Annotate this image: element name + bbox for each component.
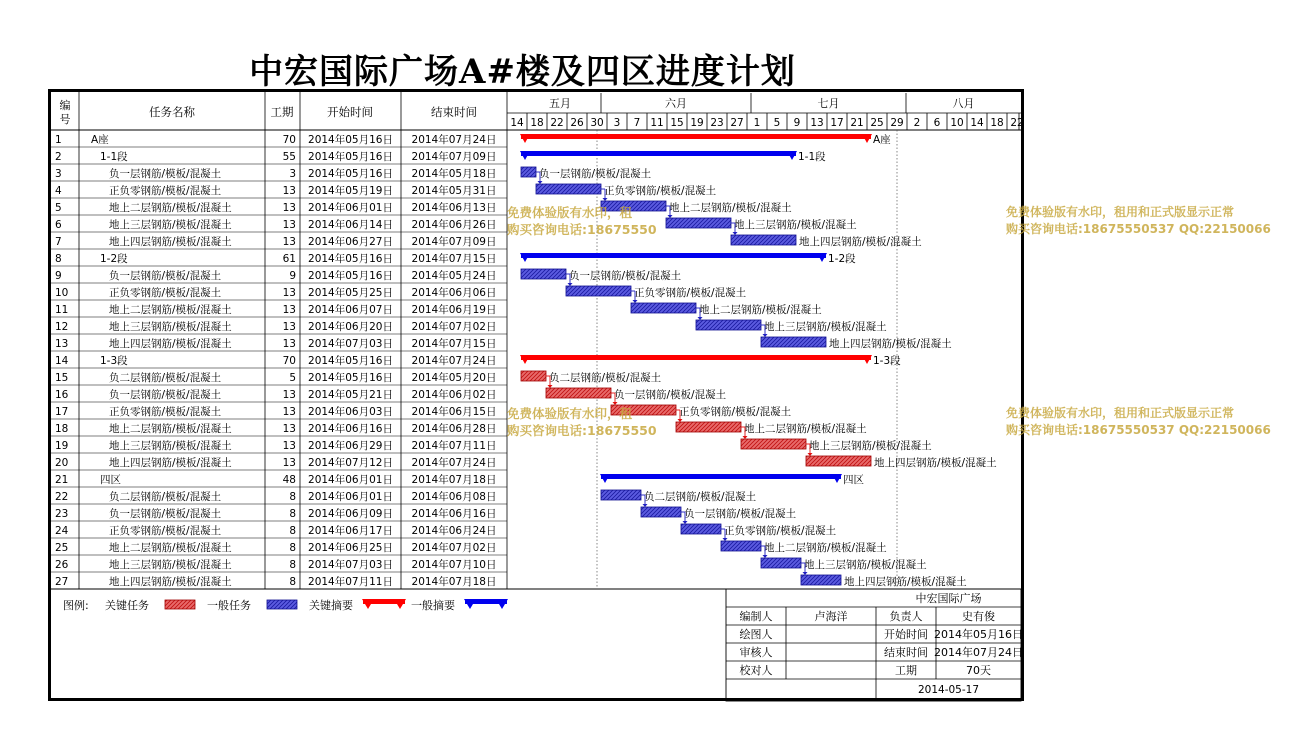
task-bar xyxy=(761,337,826,347)
task-bar xyxy=(731,235,796,245)
link-arrow xyxy=(643,504,648,507)
row-number: 12 xyxy=(55,321,69,333)
task-bar xyxy=(521,167,536,177)
task-bar xyxy=(806,456,871,466)
task-start: 2014年06月27日 xyxy=(308,236,393,248)
bar-label: 地上三层钢筋/模板/混凝土 xyxy=(804,559,927,571)
task-end: 2014年07月15日 xyxy=(411,338,497,350)
task-start: 2014年07月03日 xyxy=(308,559,393,571)
task-bar xyxy=(696,320,761,330)
header-task-name: 任务名称 xyxy=(149,105,195,119)
task-end: 2014年07月09日 xyxy=(411,151,497,163)
task-bar xyxy=(546,388,611,398)
task-name: 1-2段 xyxy=(100,253,128,265)
chart-title: 中宏国际广场A#楼及四区进度计划 xyxy=(249,52,796,92)
task-start: 2014年05月16日 xyxy=(308,355,393,367)
task-bar xyxy=(536,184,601,194)
task-start: 2014年05月25日 xyxy=(308,287,393,299)
task-end: 2014年06月02日 xyxy=(411,389,497,401)
summary-bar xyxy=(521,355,871,360)
day-label: 17 xyxy=(830,117,844,129)
task-duration: 13 xyxy=(282,185,296,197)
watermark-line1-mid: 免费体验版有水印，租 xyxy=(507,205,633,220)
task-duration: 5 xyxy=(289,372,296,384)
link-arrow xyxy=(548,385,553,388)
watermark-line2-right: 购买咨询电话:18675550537 QQ:22150066 xyxy=(1006,222,1271,236)
bar-label: 地上二层钢筋/模板/混凝土 xyxy=(764,542,887,554)
task-duration: 13 xyxy=(282,423,296,435)
day-label: 19 xyxy=(690,117,704,129)
link-arrow xyxy=(668,215,673,218)
day-label: 23 xyxy=(710,117,724,129)
legend-critical-task-swatch xyxy=(165,600,195,609)
legend-critical-task-label: 关键任务 xyxy=(105,599,149,612)
task-duration: 8 xyxy=(289,559,296,571)
bar-label: 正负零钢筋/模板/混凝土 xyxy=(604,185,717,197)
day-label: 6 xyxy=(933,117,941,129)
task-name: 正负零钢筋/模板/混凝土 xyxy=(109,525,222,537)
task-duration: 55 xyxy=(282,151,296,163)
info-cell: 负责人 xyxy=(889,610,923,623)
day-label: 22 xyxy=(550,117,564,129)
header-no-bottom: 号 xyxy=(59,113,71,126)
info-cell: 审核人 xyxy=(739,646,773,659)
row-number: 5 xyxy=(55,202,62,214)
bar-label: 负二层钢筋/模板/混凝土 xyxy=(644,491,757,503)
task-duration: 8 xyxy=(289,525,296,537)
row-number: 14 xyxy=(55,355,69,367)
row-number: 10 xyxy=(55,287,69,299)
row-number: 25 xyxy=(55,542,69,554)
link-arrow xyxy=(803,572,808,575)
link-arrow xyxy=(683,521,688,524)
day-label: 1 xyxy=(753,117,761,129)
task-duration: 48 xyxy=(282,474,296,486)
watermark-line2-right-b: 购买咨询电话:18675550537 QQ:22150066 xyxy=(1006,423,1271,437)
task-duration: 8 xyxy=(289,508,296,520)
task-start: 2014年06月09日 xyxy=(308,508,393,520)
task-end: 2014年06月06日 xyxy=(411,287,497,299)
task-start: 2014年05月16日 xyxy=(308,253,393,265)
bar-label: 地上三层钢筋/模板/混凝土 xyxy=(734,219,857,231)
info-date: 2014-05-17 xyxy=(917,684,980,696)
task-bar xyxy=(631,303,696,313)
task-start: 2014年06月07日 xyxy=(308,304,393,316)
link-arrow xyxy=(538,181,543,184)
gantt-frame xyxy=(48,89,1024,701)
bar-label: A座 xyxy=(873,134,891,146)
task-name: 地上三层钢筋/模板/混凝土 xyxy=(109,559,232,571)
bar-label: 正负零钢筋/模板/混凝土 xyxy=(679,406,792,418)
bar-label: 负一层钢筋/模板/混凝土 xyxy=(684,508,797,520)
watermark-line1-right: 免费体验版有水印，租用和正式版显示正常 xyxy=(1006,205,1235,219)
info-cell: 结束时间 xyxy=(884,646,928,659)
task-start: 2014年06月25日 xyxy=(308,542,393,554)
row-number: 8 xyxy=(55,253,62,265)
info-cell: 校对人 xyxy=(739,664,773,677)
task-bar xyxy=(721,541,761,551)
month-label: 八月 xyxy=(952,97,975,110)
header-duration: 工期 xyxy=(270,105,294,119)
task-start: 2014年05月19日 xyxy=(308,185,393,197)
link-arrow xyxy=(763,334,768,337)
task-name: 正负零钢筋/模板/混凝土 xyxy=(109,287,222,299)
bar-label: 地上三层钢筋/模板/混凝土 xyxy=(764,321,887,333)
row-number: 11 xyxy=(55,304,69,316)
task-end: 2014年06月28日 xyxy=(411,423,497,435)
info-cell: 开始时间 xyxy=(884,628,928,641)
month-label: 六月 xyxy=(665,97,687,110)
link-arrow xyxy=(678,419,683,422)
task-end: 2014年07月24日 xyxy=(411,355,497,367)
bar-label: 四区 xyxy=(843,474,864,486)
task-end: 2014年06月08日 xyxy=(411,491,497,503)
task-end: 2014年05月24日 xyxy=(411,270,497,282)
info-cell: 卢海洋 xyxy=(814,610,848,623)
task-start: 2014年06月17日 xyxy=(308,525,393,537)
watermark-line2-mid-b: 购买咨询电话:18675550 xyxy=(507,423,657,438)
link-arrow xyxy=(743,436,748,439)
info-cell: 史有俊 xyxy=(962,610,995,623)
task-end: 2014年07月10日 xyxy=(411,559,497,571)
link-arrow xyxy=(723,538,728,541)
task-duration: 13 xyxy=(282,321,296,333)
task-bar xyxy=(601,490,641,500)
task-start: 2014年06月14日 xyxy=(308,219,393,231)
task-name: 负一层钢筋/模板/混凝土 xyxy=(109,270,222,282)
task-start: 2014年06月01日 xyxy=(308,202,393,214)
summary-bar xyxy=(521,253,826,258)
bar-label: 负二层钢筋/模板/混凝土 xyxy=(549,372,662,384)
bar-label: 正负零钢筋/模板/混凝土 xyxy=(724,525,837,537)
task-name: 正负零钢筋/模板/混凝土 xyxy=(109,185,222,197)
info-cell: 工期 xyxy=(895,664,917,677)
link-arrow xyxy=(763,555,768,558)
bar-label: 地上四层钢筋/模板/混凝土 xyxy=(844,576,967,588)
task-name: 负一层钢筋/模板/混凝土 xyxy=(109,508,222,520)
task-duration: 61 xyxy=(282,253,296,265)
info-cell: 70天 xyxy=(966,664,991,677)
bar-label: 地上二层钢筋/模板/混凝土 xyxy=(699,304,822,316)
task-name: 地上四层钢筋/模板/混凝土 xyxy=(109,457,232,469)
legend-label: 图例: xyxy=(63,599,89,612)
task-start: 2014年06月01日 xyxy=(308,474,393,486)
task-end: 2014年06月15日 xyxy=(411,406,497,418)
bar-label: 负一层钢筋/模板/混凝土 xyxy=(569,270,682,282)
task-name: 负二层钢筋/模板/混凝土 xyxy=(109,372,222,384)
info-cell: 2014年07月24日 xyxy=(934,646,1023,659)
task-name: 地上二层钢筋/模板/混凝土 xyxy=(109,304,232,316)
task-end: 2014年07月15日 xyxy=(411,253,497,265)
row-number: 1 xyxy=(55,134,62,146)
task-bar xyxy=(566,286,631,296)
link-arrow xyxy=(603,198,608,201)
task-name: 地上二层钢筋/模板/混凝土 xyxy=(109,423,232,435)
bar-label: 地上二层钢筋/模板/混凝土 xyxy=(669,202,792,214)
day-label: 25 xyxy=(870,117,884,129)
task-end: 2014年06月24日 xyxy=(411,525,497,537)
task-name: 负一层钢筋/模板/混凝土 xyxy=(109,168,222,180)
day-label: 26 xyxy=(570,117,584,129)
bar-label: 地上四层钢筋/模板/混凝土 xyxy=(829,338,952,350)
day-label: 30 xyxy=(590,117,604,129)
task-start: 2014年06月20日 xyxy=(308,321,393,333)
row-number: 2 xyxy=(55,151,62,163)
task-name: 1-3段 xyxy=(100,355,128,367)
row-number: 21 xyxy=(55,474,69,486)
task-name: 1-1段 xyxy=(100,151,128,163)
day-label: 29 xyxy=(890,117,904,129)
row-number: 16 xyxy=(55,389,69,401)
task-end: 2014年06月16日 xyxy=(411,508,497,520)
task-end: 2014年07月09日 xyxy=(411,236,497,248)
task-end: 2014年07月24日 xyxy=(411,134,497,146)
task-duration: 13 xyxy=(282,304,296,316)
row-number: 17 xyxy=(55,406,69,418)
link-arrow xyxy=(698,317,703,320)
task-end: 2014年05月31日 xyxy=(411,185,497,197)
task-duration: 13 xyxy=(282,389,296,401)
day-label: 14 xyxy=(970,117,984,129)
day-label: 10 xyxy=(950,117,964,129)
day-label: 18 xyxy=(990,117,1004,129)
task-end: 2014年05月18日 xyxy=(411,168,497,180)
task-bar xyxy=(521,269,566,279)
task-bar xyxy=(761,558,801,568)
task-bar xyxy=(681,524,721,534)
summary-bar xyxy=(521,134,871,139)
task-duration: 8 xyxy=(289,542,296,554)
info-cell: 绘图人 xyxy=(739,628,773,641)
task-bar xyxy=(521,371,546,381)
day-label: 5 xyxy=(773,117,781,129)
task-name: 四区 xyxy=(100,474,121,486)
bar-label: 负一层钢筋/模板/混凝土 xyxy=(539,168,652,180)
month-label: 七月 xyxy=(817,97,840,110)
summary-bar xyxy=(521,151,796,156)
task-name: 地上四层钢筋/模板/混凝土 xyxy=(109,338,232,350)
legend-normal-task-label: 一般任务 xyxy=(207,599,251,612)
bar-label: 1-2段 xyxy=(828,253,856,265)
task-duration: 8 xyxy=(289,491,296,503)
task-duration: 13 xyxy=(282,219,296,231)
day-label: 14 xyxy=(510,117,524,129)
task-end: 2014年07月24日 xyxy=(411,457,497,469)
day-label: 7 xyxy=(633,117,641,129)
day-label: 9 xyxy=(793,117,801,129)
task-end: 2014年05月20日 xyxy=(411,372,497,384)
task-start: 2014年05月16日 xyxy=(308,134,393,146)
watermark-line1-mid-b: 免费体验版有水印，租 xyxy=(507,406,633,421)
task-start: 2014年07月12日 xyxy=(308,457,393,469)
task-start: 2014年05月21日 xyxy=(308,389,393,401)
row-number: 9 xyxy=(55,270,62,282)
row-number: 6 xyxy=(55,219,62,231)
row-number: 4 xyxy=(55,185,62,197)
task-bar xyxy=(666,218,731,228)
task-name: 负二层钢筋/模板/混凝土 xyxy=(109,491,222,503)
task-end: 2014年07月18日 xyxy=(411,474,497,486)
row-number: 13 xyxy=(55,338,69,350)
task-end: 2014年06月26日 xyxy=(411,219,497,231)
row-number: 7 xyxy=(55,236,62,248)
bar-label: 地上二层钢筋/模板/混凝土 xyxy=(744,423,867,435)
day-label: 13 xyxy=(810,117,824,129)
task-end: 2014年07月02日 xyxy=(411,542,497,554)
day-label: 21 xyxy=(850,117,864,129)
info-cell: 编制人 xyxy=(739,610,773,623)
task-start: 2014年05月16日 xyxy=(308,270,393,282)
task-duration: 13 xyxy=(282,202,296,214)
task-name: 地上三层钢筋/模板/混凝土 xyxy=(109,219,232,231)
task-duration: 13 xyxy=(282,440,296,452)
info-project: 中宏国际广场 xyxy=(915,592,982,605)
bar-label: 地上三层钢筋/模板/混凝土 xyxy=(809,440,932,452)
task-duration: 70 xyxy=(282,355,296,367)
task-bar xyxy=(641,507,681,517)
link-arrow xyxy=(733,232,738,235)
task-duration: 8 xyxy=(289,576,296,588)
task-name: 地上二层钢筋/模板/混凝土 xyxy=(109,202,232,214)
day-label: 2 xyxy=(913,117,921,129)
task-name: 地上四层钢筋/模板/混凝土 xyxy=(109,576,232,588)
row-number: 27 xyxy=(55,576,69,588)
task-bar xyxy=(676,422,741,432)
task-end: 2014年07月02日 xyxy=(411,321,497,333)
task-start: 2014年06月16日 xyxy=(308,423,393,435)
day-label: 3 xyxy=(613,117,621,129)
header-no-top: 编 xyxy=(59,99,71,112)
task-start: 2014年06月03日 xyxy=(308,406,393,418)
task-name: 负一层钢筋/模板/混凝土 xyxy=(109,389,222,401)
task-start: 2014年06月01日 xyxy=(308,491,393,503)
day-label: 15 xyxy=(670,117,684,129)
task-end: 2014年06月19日 xyxy=(411,304,497,316)
bar-label: 地上四层钢筋/模板/混凝土 xyxy=(874,457,997,469)
row-number: 20 xyxy=(55,457,69,469)
task-start: 2014年07月11日 xyxy=(308,576,393,588)
row-number: 15 xyxy=(55,372,69,384)
task-duration: 9 xyxy=(289,270,296,282)
gantt-chart xyxy=(51,92,1024,698)
bar-label: 正负零钢筋/模板/混凝土 xyxy=(634,287,747,299)
day-label: 18 xyxy=(530,117,544,129)
row-number: 24 xyxy=(55,525,69,537)
bar-label: 负一层钢筋/模板/混凝土 xyxy=(614,389,727,401)
task-start: 2014年05月16日 xyxy=(308,168,393,180)
summary-bar xyxy=(601,474,841,479)
task-name: 地上三层钢筋/模板/混凝土 xyxy=(109,440,232,452)
month-label: 五月 xyxy=(549,97,571,110)
task-duration: 70 xyxy=(282,134,296,146)
header-end: 结束时间 xyxy=(431,105,477,119)
task-duration: 13 xyxy=(282,457,296,469)
task-duration: 13 xyxy=(282,338,296,350)
row-number: 19 xyxy=(55,440,69,452)
task-name: A座 xyxy=(91,134,109,146)
row-number: 22 xyxy=(55,491,69,503)
task-end: 2014年07月11日 xyxy=(411,440,497,452)
task-start: 2014年07月03日 xyxy=(308,338,393,350)
row-number: 23 xyxy=(55,508,69,520)
task-start: 2014年06月29日 xyxy=(308,440,393,452)
day-label: 11 xyxy=(650,117,664,129)
task-duration: 13 xyxy=(282,406,296,418)
task-name: 正负零钢筋/模板/混凝土 xyxy=(109,406,222,418)
row-number: 26 xyxy=(55,559,69,571)
link-arrow xyxy=(808,453,813,456)
task-start: 2014年05月16日 xyxy=(308,372,393,384)
header-start: 开始时间 xyxy=(327,105,373,119)
task-name: 地上三层钢筋/模板/混凝土 xyxy=(109,321,232,333)
task-bar xyxy=(741,439,806,449)
task-name: 地上二层钢筋/模板/混凝土 xyxy=(109,542,232,554)
bar-label: 1-1段 xyxy=(798,151,826,163)
legend-critical-summary-label: 关键摘要 xyxy=(309,599,353,612)
task-bar xyxy=(801,575,841,585)
day-label: 27 xyxy=(730,117,744,129)
task-name: 地上四层钢筋/模板/混凝土 xyxy=(109,236,232,248)
watermark-line2-mid: 购买咨询电话:18675550 xyxy=(507,222,657,237)
bar-label: 1-3段 xyxy=(873,355,901,367)
task-duration: 3 xyxy=(289,168,296,180)
row-number: 3 xyxy=(55,168,62,180)
row-number: 18 xyxy=(55,423,69,435)
task-duration: 13 xyxy=(282,236,296,248)
legend-normal-summary-label: 一般摘要 xyxy=(411,599,455,612)
task-end: 2014年07月18日 xyxy=(411,576,497,588)
task-duration: 13 xyxy=(282,287,296,299)
day-label: 22 xyxy=(1010,117,1024,129)
task-start: 2014年05月16日 xyxy=(308,151,393,163)
link-arrow xyxy=(633,300,638,303)
link-arrow xyxy=(568,283,573,286)
watermark-line1-right-b: 免费体验版有水印，租用和正式版显示正常 xyxy=(1006,406,1235,420)
info-cell: 2014年05月16日 xyxy=(934,628,1023,641)
bar-label: 地上四层钢筋/模板/混凝土 xyxy=(799,236,922,248)
task-end: 2014年06月13日 xyxy=(411,202,497,214)
legend-normal-task-swatch xyxy=(267,600,297,609)
